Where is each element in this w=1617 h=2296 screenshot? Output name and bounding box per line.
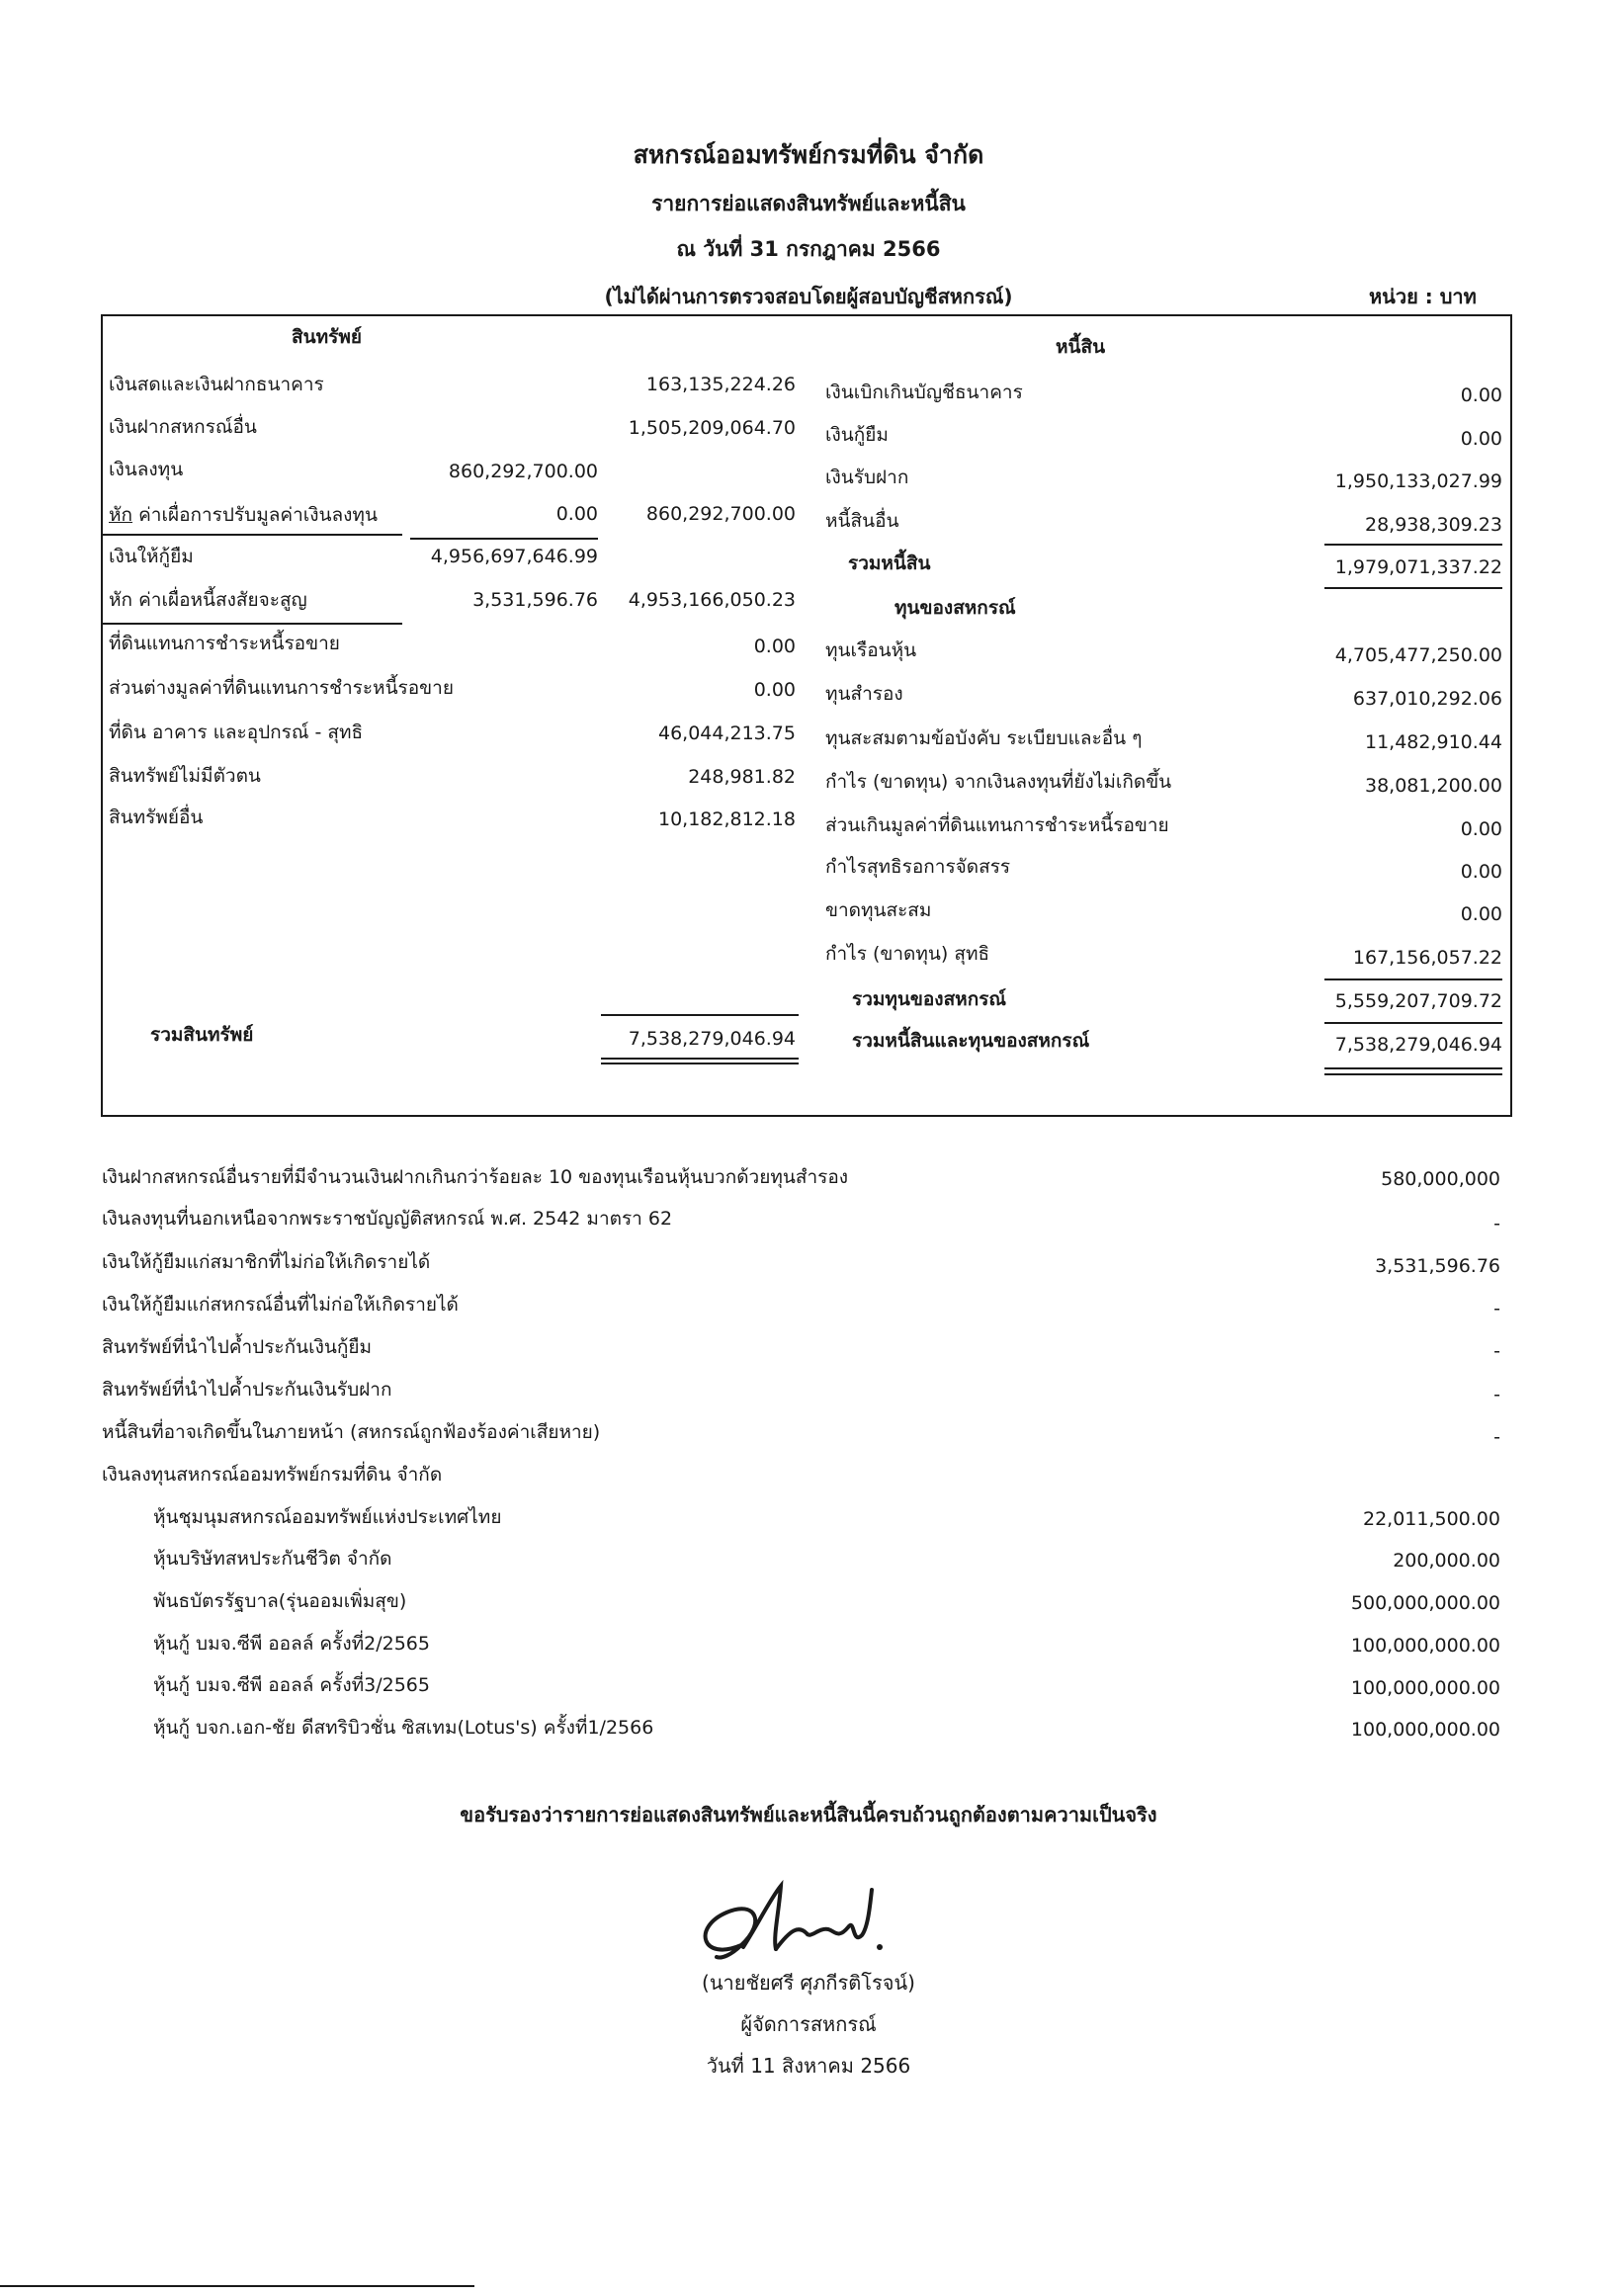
asset-value-investments-gross: 860,292,700.00 [448,461,598,482]
note-value-member-npl: 3,531,596.76 [1375,1255,1500,1277]
equity-value-land-surplus: 0.00 [1460,818,1502,840]
liabilities-total-underline [1324,587,1502,589]
investment-value-government-bonds: 500,000,000.00 [1350,1592,1500,1614]
certification-statement: ขอรับรองว่ารายการย่อแสดงสินทรัพย์และหนี้สินนี้ครบถ้วนถูกต้องตามความเป็นจริง [460,1803,1157,1827]
investment-label-federation-shares: หุ้นชุมนุมสหกรณ์ออมทรัพย์แห่งประเทศไทย [153,1506,502,1528]
assets-total-value: 7,538,279,046.94 [628,1028,796,1050]
investment-value-cpall-2-2565: 100,000,000.00 [1350,1635,1500,1657]
note-label-non-act-investments: เงินลงทุนที่นอกเหนือจากพระราชบัญญัติสหกรณ์ พ.ศ. 2542 มาตรา 62 [102,1208,673,1230]
note-label-collateral-deposits: สินทรัพย์ที่นำไปค้ำประกันเงินรับฝาก [102,1379,392,1401]
grand-total-label: รวมหนี้สินและทุนของสหกรณ์ [852,1030,1090,1052]
equity-total-label: รวมทุนของสหกรณ์ [852,988,1007,1010]
assets-total-overline [601,1014,799,1016]
equity-value-net-profit: 167,156,057.22 [1352,947,1502,969]
grand-total-value: 7,538,279,046.94 [1334,1034,1502,1056]
scan-edge-line [0,2285,474,2287]
investment-value-cpall-3-2565: 100,000,000.00 [1350,1677,1500,1699]
note-value-large-deposits: 580,000,000 [1381,1168,1500,1190]
equity-overline [1324,978,1502,980]
assets-total-label: รวมสินทรัพย์ [150,1024,254,1046]
asset-label-loan-allowance: หัก ค่าเผื่อหนี้สงสัยจะสูญ [109,589,307,611]
audit-note: (ไม่ได้ผ่านการตรวจสอบโดยผู้สอบบัญชีสหกรณ์) [604,285,1013,308]
liabilities-total-value: 1,979,071,337.22 [1334,556,1502,578]
equity-value-unappropriated-profit: 0.00 [1460,861,1502,883]
investments-title: เงินลงทุนสหกรณ์ออมทรัพย์กรมที่ดิน จำกัด [102,1464,443,1486]
liabilities-title: หนี้สิน [1056,336,1106,358]
liability-label-deposits: เงินรับฝาก [825,467,909,488]
investment-underline [101,534,402,536]
note-value-collateral-deposits: - [1493,1384,1500,1405]
asset-label-cash: เงินสดและเงินฝากธนาคาร [109,374,324,395]
asset-value-loans-net: 4,953,166,050.23 [628,589,796,611]
equity-value-reserve: 637,010,292.06 [1352,688,1502,710]
investment-label-insurance-shares: หุ้นบริษัทสหประกันชีวิต จำกัด [153,1548,392,1570]
asset-value-ppe: 46,044,213.75 [657,723,796,744]
asset-value-foreclosed-land: 0.00 [753,636,796,657]
assets-total-underline-2 [601,1063,799,1064]
report-date: ณ วันที่ 31 กรกฎาคม 2566 [676,237,941,261]
note-value-non-act-investments: - [1493,1213,1500,1234]
asset-label-investment-allowance [109,500,378,530]
loans-overline [410,538,598,540]
equity-value-accumulated-loss: 0.00 [1460,903,1502,925]
asset-value-investments-net: 860,292,700.00 [645,503,796,525]
asset-value-investment-allowance: 0.00 [555,503,598,525]
liability-value-borrowings: 0.00 [1460,428,1502,450]
certification-date: วันที่ 11 สิงหาคม 2566 [706,2054,911,2078]
equity-label-unrealized-gain: กำไร (ขาดทุน) จากเงินลงทุนที่ยังไม่เกิดขึ้น [825,771,1172,793]
equity-total-value: 5,559,207,709.72 [1334,990,1502,1012]
investment-value-federation-shares: 22,011,500.00 [1362,1508,1500,1530]
liabilities-total-label: รวมหนี้สิน [848,553,931,574]
asset-label-other: สินทรัพย์อื่น [109,807,204,828]
asset-value-loan-allowance: 3,531,596.76 [472,589,598,611]
equity-value-share-capital: 4,705,477,250.00 [1334,644,1502,666]
equity-label-reserve: ทุนสำรอง [825,683,903,705]
manager-signature [682,1868,909,1977]
equity-label-share-capital: ทุนเรือนหุ้น [825,639,917,661]
less-prefix: หัก [109,504,133,526]
loans-underline [101,623,402,625]
investment-label-cpall-3-2565: หุ้นกู้ บมจ.ซีพี ออลล์ ครั้งที่3/2565 [153,1674,430,1696]
asset-label-investments: เงินลงทุน [109,459,184,480]
liability-label-borrowings: เงินกู้ยืม [825,424,889,446]
manager-position: ผู้จัดการสหกรณ์ [740,2012,877,2036]
note-value-contingent-liabilities: - [1493,1426,1500,1448]
note-label-member-npl: เงินให้กู้ยืมแก่สมาชิกที่ไม่ก่อให้เกิดรายได้ [102,1251,431,1273]
equity-value-unrealized-gain: 38,081,200.00 [1364,775,1502,797]
asset-value-land-value-diff: 0.00 [753,679,796,701]
liability-value-overdraft: 0.00 [1460,384,1502,406]
note-value-collateral-borrowings: - [1493,1340,1500,1362]
investment-label-government-bonds: พันธบัตรรัฐบาล(รุ่นออมเพิ่มสุข) [153,1590,407,1612]
asset-label-ppe: ที่ดิน อาคาร และอุปกรณ์ - สุทธิ [109,722,364,743]
equity-value-accumulated-funds: 11,482,910.44 [1364,731,1502,753]
manager-name: (นายชัยศรี ศุภกีรติโรจน์) [702,1971,915,1995]
investment-value-lotus-1-2566: 100,000,000.00 [1350,1719,1500,1741]
grand-total-underline-2 [1324,1073,1502,1075]
box-top-line [101,314,1512,316]
investment-value-insurance-shares: 200,000.00 [1393,1550,1500,1572]
note-label-coop-npl: เงินให้กู้ยืมแก่สหกรณ์อื่นที่ไม่ก่อให้เกิดรายได้ [102,1294,459,1316]
equity-label-accumulated-funds: ทุนสะสมตามข้อบังคับ ระเบียบและอื่น ๆ [825,727,1143,749]
equity-label-net-profit: กำไร (ขาดทุน) สุทธิ [825,943,990,965]
equity-label-unappropriated-profit: กำไรสุทธิรอการจัดสรร [825,856,1011,878]
liability-value-other: 28,938,309.23 [1364,514,1502,536]
asset-label-loans: เงินให้กู้ยืม [109,546,194,567]
asset-label-intangible: สินทรัพย์ไม่มีตัวตน [109,765,261,787]
report-title: รายการย่อแสดงสินทรัพย์และหนี้สิน [651,192,966,215]
liabilities-overline [1324,544,1502,546]
asset-label-land-value-diff: ส่วนต่างมูลค่าที่ดินแทนการชำระหนี้รอขาย [109,677,454,699]
equity-label-accumulated-loss: ขาดทุนสะสม [825,899,932,921]
equity-label-land-surplus: ส่วนเกินมูลค่าที่ดินแทนการชำระหนี้รอขาย [825,814,1169,836]
investment-label-lotus-1-2566: หุ้นกู้ บจก.เอก-ชัย ดีสทริบิวชั่น ซิสเทม(Lotus's) ครั้งที่1/2566 [153,1717,654,1739]
cooperative-name: สหกรณ์ออมทรัพย์กรมที่ดิน จำกัด [633,140,984,169]
equity-title: ทุนของสหกรณ์ [894,597,1016,619]
note-value-coop-npl: - [1493,1298,1500,1319]
asset-value-loans-gross: 4,956,697,646.99 [430,546,598,567]
note-label-large-deposits: เงินฝากสหกรณ์อื่นรายที่มีจำนวนเงินฝากเกินกว่าร้อยละ 10 ของทุนเรือนหุ้นบวกด้วยทุนสำรอง [102,1166,849,1188]
asset-value-other: 10,182,812.18 [657,808,796,830]
asset-value-intangible: 248,981.82 [688,766,796,788]
unit-label: หน่วย : บาท [1369,285,1477,308]
asset-label-coop-deposits: เงินฝากสหกรณ์อื่น [109,416,257,438]
assets-total-underline-1 [601,1058,799,1060]
investment-label-cpall-2-2565: หุ้นกู้ บมจ.ซีพี ออลล์ ครั้งที่2/2565 [153,1633,430,1655]
asset-label-investment-allowance-text: ค่าเผื่อการปรับมูลค่าเงินลงทุน [132,504,378,526]
liability-value-deposits: 1,950,133,027.99 [1334,470,1502,492]
grand-total-underline-1 [1324,1067,1502,1069]
asset-value-cash: 163,135,224.26 [645,374,796,395]
note-label-collateral-borrowings: สินทรัพย์ที่นำไปค้ำประกันเงินกู้ยืม [102,1336,373,1358]
assets-title: สินทรัพย์ [292,326,362,348]
equity-total-underline [1324,1022,1502,1024]
asset-value-coop-deposits: 1,505,209,064.70 [628,417,796,439]
liability-label-overdraft: เงินเบิกเกินบัญชีธนาคาร [825,382,1023,403]
note-label-contingent-liabilities: หนี้สินที่อาจเกิดขึ้นในภายหน้า (สหกรณ์ถูกฟ้องร้องค่าเสียหาย) [102,1421,601,1443]
liability-label-other: หนี้สินอื่น [825,510,899,532]
asset-label-foreclosed-land: ที่ดินแทนการชำระหนี้รอขาย [109,633,340,654]
